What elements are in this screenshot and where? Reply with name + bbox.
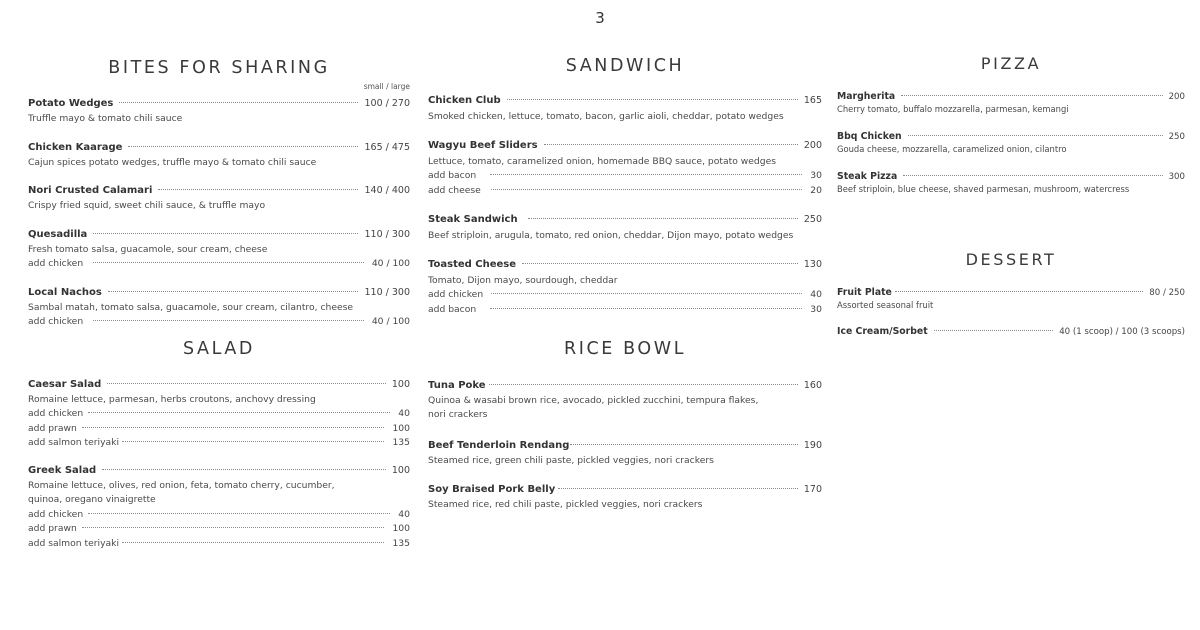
dot-leader xyxy=(119,102,358,103)
addon-label: add chicken xyxy=(28,258,84,269)
dot-leader xyxy=(122,441,384,442)
dot-leader xyxy=(903,175,1162,176)
dot-leader xyxy=(88,412,390,413)
menu-item-bbq-chicken xyxy=(837,130,1185,156)
addon-price: 40 xyxy=(398,408,410,419)
item-price: 40 (1 scoop) / 100 (3 scoops) xyxy=(1059,327,1185,337)
item-name: Soy Braised Pork Belly xyxy=(428,484,556,495)
item-name: Steak Pizza xyxy=(837,171,898,182)
item-name: Bbq Chicken xyxy=(837,131,902,142)
addon-label: add salmon teriyaki xyxy=(28,437,120,448)
dot-leader xyxy=(82,527,385,528)
menu-item-steak-pizza xyxy=(837,170,1185,196)
right-column xyxy=(837,0,1185,630)
dot-leader xyxy=(93,320,364,321)
item-name: Local Nachos xyxy=(28,287,102,298)
addon-label: add chicken xyxy=(28,508,84,520)
menu-item-chicken-club xyxy=(428,94,822,124)
addon-row xyxy=(28,315,410,330)
addon-row xyxy=(428,303,822,318)
addon-row xyxy=(28,257,410,272)
dot-leader xyxy=(528,218,798,219)
item-description: Smoked chicken, lettuce, tomato, bacon, garlic aioli, cheddar, potato wedges xyxy=(428,110,784,122)
item-price: 100 xyxy=(391,379,410,390)
dot-leader xyxy=(93,262,364,263)
dot-leader xyxy=(108,291,359,292)
addon-label: add chicken xyxy=(428,289,484,300)
item-price: 190 xyxy=(803,440,822,451)
page-number: 3 xyxy=(595,9,605,27)
item-price: 130 xyxy=(803,259,822,270)
menu-item-chicken-kaarage xyxy=(28,141,410,170)
addon-price: 40 xyxy=(398,508,410,520)
menu-item-ice-cream-sorbet xyxy=(837,325,1185,338)
item-name: Chicken Club xyxy=(428,95,501,106)
addon-row xyxy=(28,508,410,523)
addon-price: 40 / 100 xyxy=(371,316,410,327)
item-price: 110 / 300 xyxy=(364,287,410,298)
item-price: 170 xyxy=(803,484,822,495)
item-name: Toasted Cheese xyxy=(428,259,517,270)
item-name: Wagyu Beef Sliders xyxy=(428,140,538,151)
item-price: 250 xyxy=(803,214,822,225)
menu-item-steak-sandwich xyxy=(428,213,822,243)
item-description: Crispy fried squid, sweet chili sauce, & truffle mayo xyxy=(28,199,266,211)
item-description: Beef striploin, arugula, tomato, red onion, cheddar, Dijon mayo, potato wedges xyxy=(428,229,794,241)
addon-price: 20 xyxy=(810,184,822,196)
dot-leader xyxy=(93,233,358,234)
item-description: Fresh tomato salsa, guacamole, sour cream, cheese xyxy=(28,243,268,255)
item-price: 140 / 400 xyxy=(364,185,410,196)
dot-leader xyxy=(895,291,1143,292)
section-title-bites: BITES FOR SHARING xyxy=(108,58,330,78)
addon-price: 135 xyxy=(392,437,410,448)
dot-leader xyxy=(491,293,802,294)
dot-leader xyxy=(489,384,798,385)
dot-leader xyxy=(490,174,802,175)
menu-item-potato-wedges xyxy=(28,97,410,126)
addon-price: 30 xyxy=(810,303,822,315)
menu-item-fruit-plate xyxy=(837,286,1185,312)
dot-leader xyxy=(102,469,386,470)
item-description: Cherry tomato, buffalo mozzarella, parmesan, kemangi xyxy=(837,104,1069,114)
menu-item-caesar-salad xyxy=(28,378,410,451)
item-description: Gouda cheese, mozzarella, caramelized onion, cilantro xyxy=(837,144,1067,154)
middle-column xyxy=(428,0,822,630)
addon-price: 135 xyxy=(392,537,410,549)
section-title-dessert: DESSERT xyxy=(965,250,1057,269)
dot-leader xyxy=(544,144,798,145)
item-price: 200 xyxy=(803,140,822,151)
item-name: Chicken Kaarage xyxy=(28,142,123,153)
item-name: Beef Tenderloin Rendang xyxy=(428,440,570,451)
item-price: 110 / 300 xyxy=(364,229,410,240)
item-description: Sambal matah, tomato salsa, guacamole, sour cream, cilantro, cheese xyxy=(28,301,354,313)
menu-item-wagyu-beef-sliders xyxy=(428,139,822,198)
addon-row xyxy=(28,422,410,437)
menu-item-margherita xyxy=(837,90,1185,116)
menu-item-beef-tenderloin-rendang xyxy=(428,439,822,468)
item-price: 200 xyxy=(1168,92,1185,102)
item-price: 300 xyxy=(1168,172,1185,182)
section-title-rice-bowl: RICE BOWL xyxy=(563,339,687,359)
dot-leader xyxy=(490,308,802,309)
item-description: Romaine lettuce, olives, red onion, feta, tomato cherry, cucumber, xyxy=(28,479,335,491)
menu-item-local-nachos xyxy=(28,286,410,330)
item-description: Truffle mayo & tomato chili sauce xyxy=(28,112,183,124)
item-description: Romaine lettuce, parmesan, herbs croutons, anchovy dressing xyxy=(28,393,316,405)
left-column xyxy=(28,0,410,630)
item-description-line-2: quinoa, oregano vinaigrette xyxy=(28,494,156,505)
item-description: Steamed rice, red chili paste, pickled veggies, nori crackers xyxy=(428,498,703,510)
item-name: Ice Cream/Sorbet xyxy=(837,326,928,337)
dot-leader xyxy=(158,189,358,190)
addon-price: 100 xyxy=(392,523,410,534)
item-description-line-2: nori crackers xyxy=(428,409,488,420)
addon-label: add cheese xyxy=(428,184,481,196)
item-price: 165 xyxy=(803,95,822,106)
addon-row xyxy=(428,169,822,184)
item-price: 160 xyxy=(803,380,822,391)
item-name: Margherita xyxy=(837,91,896,102)
dot-leader xyxy=(122,542,384,543)
dot-leader xyxy=(908,135,1163,136)
item-name: Steak Sandwich xyxy=(428,214,518,225)
dot-leader xyxy=(901,95,1162,96)
addon-label: add salmon teriyaki xyxy=(28,537,120,549)
menu-item-tuna-poke xyxy=(428,379,822,423)
dot-leader xyxy=(82,427,385,428)
addon-price: 30 xyxy=(810,170,822,181)
dot-leader xyxy=(934,330,1054,331)
addon-row xyxy=(428,288,822,303)
section-title-salad: SALAD xyxy=(182,339,255,359)
item-description: Quinoa & wasabi brown rice, avocado, pickled zucchini, tempura flakes, xyxy=(428,394,759,406)
addon-row xyxy=(28,407,410,422)
dot-leader xyxy=(558,488,798,489)
item-description: Lettuce, tomato, caramelized onion, homemade BBQ sauce, potato wedges xyxy=(428,155,777,167)
addon-price: 40 xyxy=(810,289,822,300)
item-name: Caesar Salad xyxy=(28,379,102,390)
item-price: 250 xyxy=(1168,132,1185,142)
item-name: Fruit Plate xyxy=(837,287,892,298)
addon-price: 100 xyxy=(392,422,410,434)
dot-leader xyxy=(88,513,390,514)
item-price: 100 / 270 xyxy=(364,98,410,109)
dot-leader xyxy=(570,444,797,445)
section-title-pizza: PIZZA xyxy=(980,54,1042,73)
item-name: Potato Wedges xyxy=(28,98,114,109)
dot-leader xyxy=(507,99,798,100)
addon-label: add prawn xyxy=(28,523,77,534)
addon-label: add prawn xyxy=(28,422,77,434)
item-name: Tuna Poke xyxy=(428,380,486,391)
addon-price: 40 / 100 xyxy=(371,258,410,269)
item-price: 165 / 475 xyxy=(364,142,410,153)
item-price: 100 xyxy=(391,465,410,476)
addon-row xyxy=(28,522,410,537)
addon-label: add bacon xyxy=(428,303,477,315)
item-name: Greek Salad xyxy=(28,465,97,476)
menu-item-toasted-cheese xyxy=(428,258,822,317)
dot-leader xyxy=(491,189,802,190)
item-description: Cajun spices potato wedges, truffle mayo & tomato chili sauce xyxy=(28,156,317,168)
addon-label: add bacon xyxy=(428,170,477,181)
item-description: Beef striploin, blue cheese, shaved parmesan, mushroom, watercress xyxy=(837,184,1130,194)
item-price: 80 / 250 xyxy=(1149,288,1185,298)
menu-item-quesadilla xyxy=(28,228,410,272)
item-name: Nori Crusted Calamari xyxy=(28,185,153,196)
addon-row xyxy=(28,436,410,451)
addon-row xyxy=(428,184,822,199)
addon-row xyxy=(28,537,410,552)
item-description: Tomato, Dijon mayo, sourdough, cheddar xyxy=(428,274,618,286)
item-description: Assorted seasonal fruit xyxy=(837,300,934,310)
item-description: Steamed rice, green chili paste, pickled veggies, nori crackers xyxy=(428,454,714,466)
dot-leader xyxy=(128,146,358,147)
menu-item-nori-crusted-calamari xyxy=(28,184,410,213)
addon-label: add chicken xyxy=(28,316,84,327)
size-header: small / large xyxy=(363,82,410,91)
section-title-sandwich: SANDWICH xyxy=(565,56,685,76)
dot-leader xyxy=(107,383,386,384)
menu-item-soy-braised-pork-belly xyxy=(428,483,822,512)
dot-leader xyxy=(522,263,798,264)
addon-label: add chicken xyxy=(28,408,84,419)
item-name: Quesadilla xyxy=(28,229,88,240)
menu-item-greek-salad xyxy=(28,464,410,551)
